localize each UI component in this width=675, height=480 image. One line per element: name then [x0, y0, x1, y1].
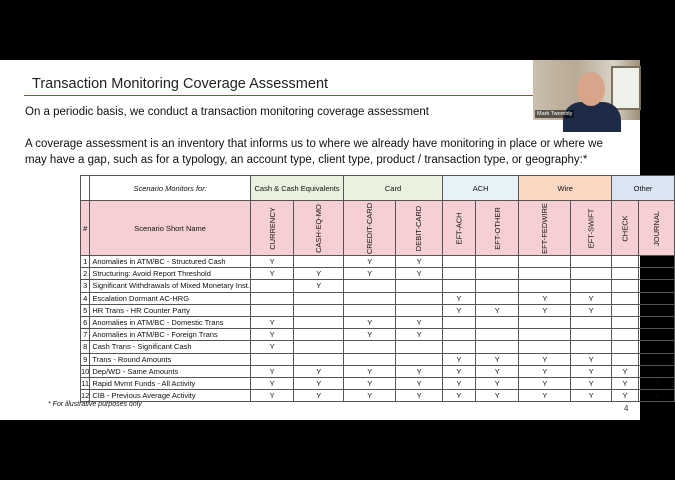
coverage-cell	[611, 268, 638, 280]
coverage-cell: Y	[571, 304, 612, 316]
coverage-cell	[475, 316, 519, 328]
coverage-cell	[475, 329, 519, 341]
coverage-cell: Y	[442, 304, 475, 316]
coverage-cell	[639, 280, 675, 292]
coverage-cell: Y	[611, 365, 638, 377]
coverage-cell: Y	[344, 268, 396, 280]
coverage-cell	[639, 256, 675, 268]
coverage-cell: Y	[475, 353, 519, 365]
coverage-cell: Y	[344, 390, 396, 402]
coverage-cell	[294, 341, 344, 353]
col-header-eft-swift	[571, 201, 612, 256]
coverage-cell	[519, 268, 571, 280]
coverage-cell	[475, 280, 519, 292]
video-window-frame	[611, 66, 641, 110]
coverage-cell: Y	[571, 292, 612, 304]
row-number: 12	[81, 391, 90, 401]
table-row	[81, 329, 675, 341]
coverage-cell: Y	[519, 377, 571, 389]
col-header-currency	[250, 201, 294, 256]
scenario-name: Escalation Dormant AC-HRG	[90, 292, 251, 304]
col-header-debit-card	[396, 201, 442, 256]
coverage-cell: Y	[250, 316, 294, 328]
row-number: 5	[81, 304, 90, 316]
intro-text: On a periodic basis, we conduct a transaction monitoring coverage assessment	[25, 106, 429, 118]
col-header-label: EFT-OTHER	[492, 206, 502, 250]
coverage-cell: Y	[250, 365, 294, 377]
coverage-cell	[519, 341, 571, 353]
coverage-cell: Y	[519, 390, 571, 402]
scenario-name: Rapid Mvmt Funds - All Activity	[90, 377, 251, 389]
coverage-cell	[611, 353, 638, 365]
coverage-cell	[294, 256, 344, 268]
row-number: 3	[81, 280, 90, 292]
coverage-cell	[611, 316, 638, 328]
coverage-cell: Y	[250, 390, 294, 402]
table-row	[81, 304, 675, 316]
coverage-cell: Y	[571, 353, 612, 365]
col-header-label: CURRENCY	[267, 206, 277, 250]
coverage-cell	[344, 280, 396, 292]
coverage-cell	[475, 268, 519, 280]
row-number: 11	[81, 378, 90, 388]
group-cash: Cash & Cash Equivalents	[250, 176, 343, 201]
col-header-label: CASH-EQ-MO	[314, 203, 324, 253]
coverage-cell: Y	[475, 304, 519, 316]
coverage-cell	[294, 304, 344, 316]
scenario-monitors-label: Scenario Monitors for:	[90, 176, 251, 201]
coverage-cell	[639, 292, 675, 304]
coverage-cell: Y	[519, 292, 571, 304]
coverage-cell: Y	[294, 390, 344, 402]
coverage-cell: Y	[475, 377, 519, 389]
coverage-cell	[294, 329, 344, 341]
num-header: #	[81, 201, 90, 256]
coverage-cell	[571, 280, 612, 292]
coverage-cell	[396, 280, 442, 292]
table-row	[81, 316, 675, 328]
coverage-cell	[611, 304, 638, 316]
col-header-cash-eq-mo	[294, 201, 344, 256]
coverage-cell	[571, 256, 612, 268]
table-row	[81, 292, 675, 304]
coverage-cell: Y	[442, 353, 475, 365]
row-number: 10	[81, 366, 90, 376]
coverage-cell	[442, 329, 475, 341]
row-number: 2	[81, 268, 90, 280]
col-header-check	[611, 201, 638, 256]
coverage-cell: Y	[571, 390, 612, 402]
table-row	[81, 280, 675, 292]
table-row	[81, 365, 675, 377]
coverage-cell: Y	[475, 365, 519, 377]
col-header-eft-fedwire	[519, 201, 571, 256]
col-header-label: EFT-FEDWIRE	[540, 202, 550, 254]
coverage-cell: Y	[442, 292, 475, 304]
coverage-cell	[294, 316, 344, 328]
coverage-cell: Y	[442, 365, 475, 377]
coverage-cell: Y	[611, 390, 638, 402]
coverage-cell	[639, 365, 675, 377]
coverage-cell	[571, 316, 612, 328]
page-number: 4	[624, 404, 629, 413]
col-header-label: DEBIT-CARD	[414, 205, 424, 251]
coverage-cell	[396, 304, 442, 316]
table-row	[81, 256, 675, 268]
corner-cell	[81, 176, 90, 201]
name-header: Scenario Short Name	[90, 201, 251, 256]
coverage-cell: Y	[396, 268, 442, 280]
coverage-cell: Y	[571, 365, 612, 377]
scenario-name: Anomalies in ATM/BC - Foreign Trans	[90, 329, 251, 341]
coverage-cell	[571, 329, 612, 341]
group-wire: Wire	[519, 176, 611, 201]
coverage-cell	[639, 268, 675, 280]
coverage-cell: Y	[639, 377, 675, 389]
coverage-cell	[611, 341, 638, 353]
coverage-cell	[475, 341, 519, 353]
coverage-cell: Y	[294, 365, 344, 377]
coverage-cell: Y	[639, 390, 675, 402]
coverage-cell	[611, 256, 638, 268]
coverage-table	[80, 175, 675, 402]
coverage-cell: Y	[250, 329, 294, 341]
table-row	[81, 377, 675, 389]
coverage-cell: Y	[396, 390, 442, 402]
coverage-cell: Y	[396, 329, 442, 341]
coverage-cell	[294, 353, 344, 365]
participant-video-tile[interactable]	[533, 60, 640, 120]
scenario-name: Significant Withdrawals of Mixed Monetary Inst.	[90, 280, 251, 292]
scenario-name: CIB - Previous Average Activity	[90, 390, 251, 402]
coverage-cell	[611, 292, 638, 304]
coverage-cell	[250, 280, 294, 292]
coverage-cell	[611, 329, 638, 341]
coverage-cell	[571, 341, 612, 353]
coverage-cell: Y	[442, 390, 475, 402]
coverage-cell: Y	[344, 256, 396, 268]
coverage-cell	[294, 292, 344, 304]
coverage-cell	[442, 280, 475, 292]
coverage-cell	[250, 292, 294, 304]
coverage-cell: Y	[344, 329, 396, 341]
coverage-cell: Y	[250, 256, 294, 268]
coverage-cell	[396, 292, 442, 304]
row-number: 6	[81, 316, 90, 328]
coverage-cell: Y	[344, 365, 396, 377]
scenario-name: Cash Trans - Significant Cash	[90, 341, 251, 353]
coverage-cell	[639, 304, 675, 316]
group-other: Other	[611, 176, 674, 201]
coverage-cell: Y	[611, 377, 638, 389]
col-header-eft-ach	[442, 201, 475, 256]
coverage-cell	[639, 341, 675, 353]
coverage-cell: Y	[294, 280, 344, 292]
coverage-cell	[475, 292, 519, 304]
coverage-cell	[442, 341, 475, 353]
coverage-cell: Y	[250, 268, 294, 280]
coverage-cell: Y	[396, 316, 442, 328]
footnote: * For illustrative purposes only	[48, 401, 142, 408]
table-row	[81, 390, 675, 402]
description-text: A coverage assessment is an inventory that informs us to where we already have monitoring in place or where we may have a gap, such as for a typology, an account type, client type, product / transaction type, or geography:*	[25, 138, 603, 166]
coverage-cell: Y	[294, 268, 344, 280]
slide-title: Transaction Monitoring Coverage Assessment	[32, 76, 329, 92]
row-number: 1	[81, 256, 90, 268]
coverage-cell	[442, 256, 475, 268]
scenario-name: Anomalies in ATM/BC - Domestic Trans	[90, 316, 251, 328]
coverage-cell: Y	[294, 377, 344, 389]
coverage-cell	[442, 316, 475, 328]
group-card: Card	[344, 176, 443, 201]
coverage-cell	[344, 341, 396, 353]
col-header-label: EFT-SWIFT	[586, 208, 596, 248]
title-divider	[24, 95, 534, 96]
coverage-cell	[344, 304, 396, 316]
row-number: 8	[81, 341, 90, 353]
coverage-cell: Y	[250, 341, 294, 353]
coverage-cell: Y	[475, 390, 519, 402]
table-row	[81, 268, 675, 280]
scenario-name: HR Trans - HR Counter Party	[90, 304, 251, 316]
coverage-cell: Y	[344, 377, 396, 389]
participant-name-label: Mark Twombly	[537, 111, 573, 117]
coverage-cell: Y	[396, 377, 442, 389]
coverage-cell	[475, 256, 519, 268]
coverage-cell	[250, 353, 294, 365]
coverage-cell	[442, 268, 475, 280]
coverage-cell	[519, 256, 571, 268]
coverage-cell: Y	[519, 365, 571, 377]
scenario-name: Dep/WD - Same Amounts	[90, 365, 251, 377]
table-row	[81, 341, 675, 353]
coverage-cell	[639, 316, 675, 328]
col-header-label: JOURNAL	[652, 210, 662, 246]
coverage-cell: Y	[519, 304, 571, 316]
scenario-name: Anomalies in ATM/BC - Structured Cash	[90, 256, 251, 268]
row-number: 9	[81, 353, 90, 365]
coverage-cell	[519, 316, 571, 328]
coverage-cell	[639, 353, 675, 365]
coverage-cell	[396, 353, 442, 365]
coverage-cell	[396, 341, 442, 353]
coverage-cell	[344, 292, 396, 304]
col-header-label: EFT-ACH	[454, 211, 464, 245]
scenario-name: Structuring: Avoid Report Threshold	[90, 268, 251, 280]
table-row	[81, 353, 675, 365]
col-header-eft-other	[475, 201, 519, 256]
col-header-label: CREDIT-CARD	[365, 202, 375, 254]
coverage-cell	[250, 304, 294, 316]
coverage-cell	[639, 329, 675, 341]
coverage-cell	[571, 268, 612, 280]
group-ach: ACH	[442, 176, 519, 201]
coverage-cell: Y	[442, 377, 475, 389]
row-number: 4	[81, 292, 90, 304]
scenario-name: Trans - Round Amounts	[90, 353, 251, 365]
coverage-cell	[519, 329, 571, 341]
coverage-cell: Y	[396, 256, 442, 268]
coverage-cell: Y	[344, 316, 396, 328]
coverage-cell	[611, 280, 638, 292]
col-header-credit-card	[344, 201, 396, 256]
col-header-label: CHECK	[620, 214, 630, 242]
coverage-cell: Y	[396, 365, 442, 377]
coverage-cell	[519, 280, 571, 292]
participant-head	[577, 72, 605, 106]
col-header-journal	[639, 201, 675, 256]
coverage-cell: Y	[571, 377, 612, 389]
coverage-cell	[344, 353, 396, 365]
coverage-cell: Y	[519, 353, 571, 365]
row-number: 7	[81, 329, 90, 341]
coverage-cell: Y	[250, 377, 294, 389]
